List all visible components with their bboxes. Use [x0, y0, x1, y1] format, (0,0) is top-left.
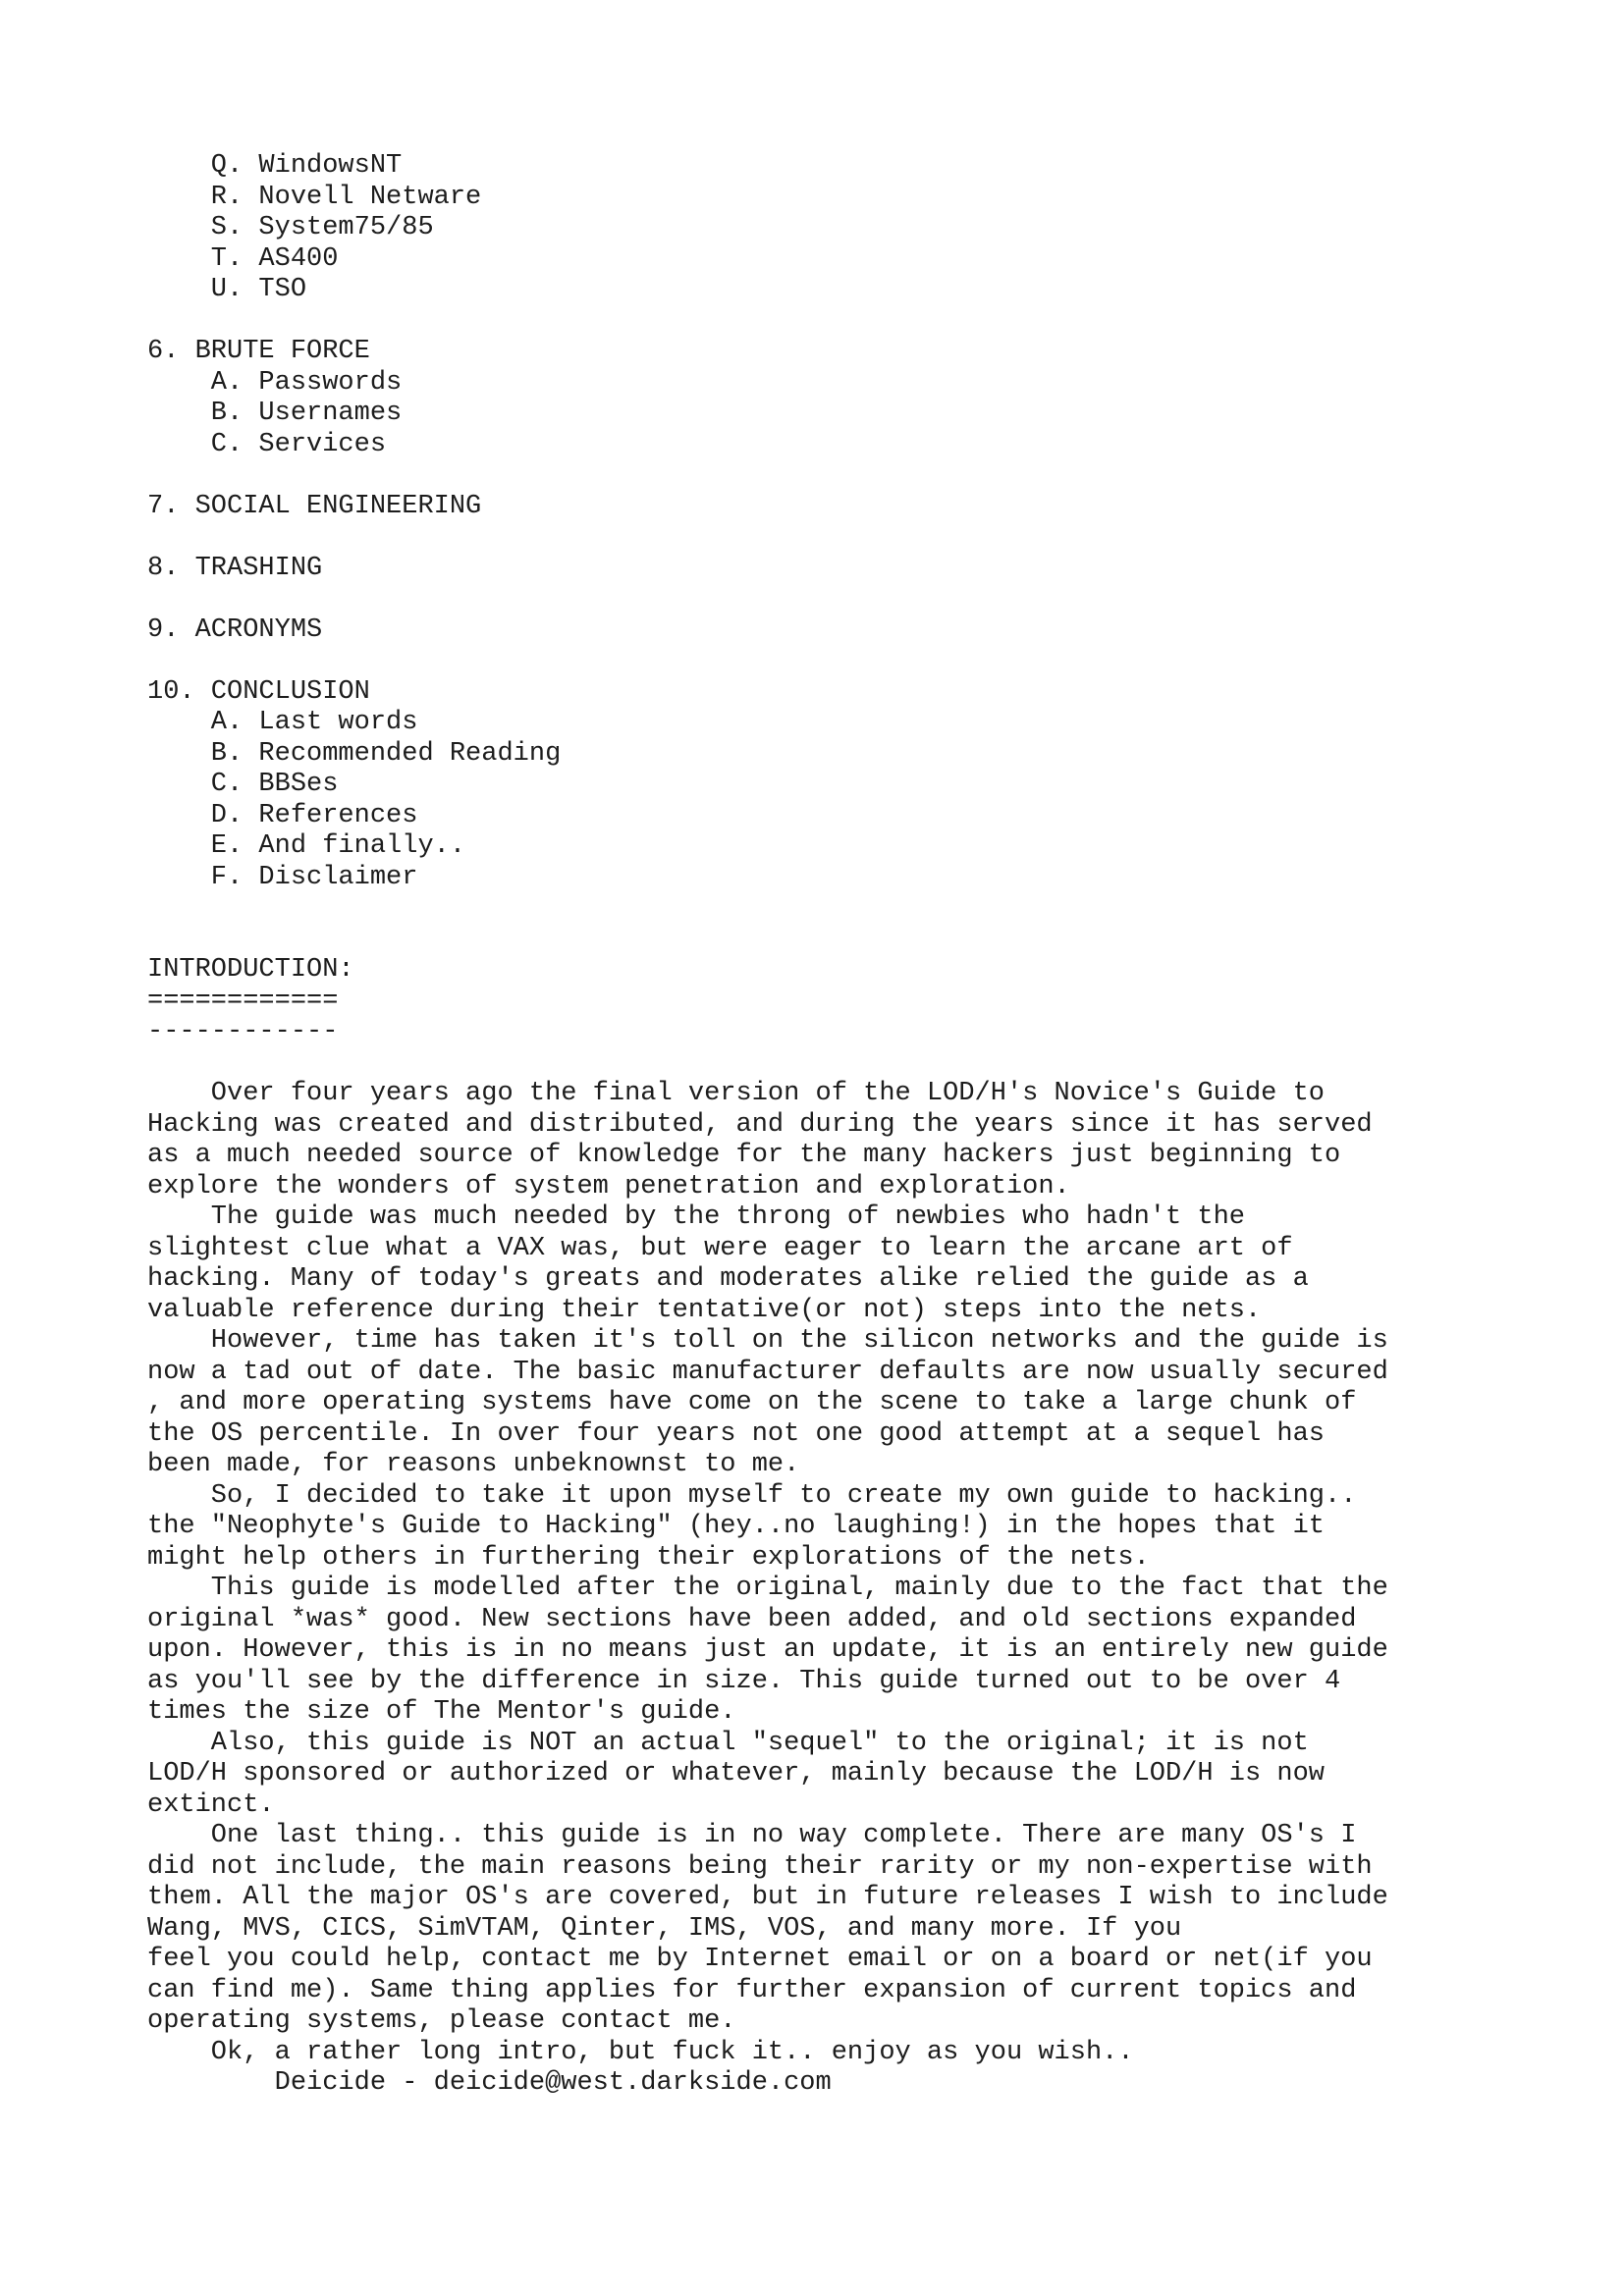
text-line-toc-operating-systems-continued: U. TSO: [147, 275, 307, 304]
text-line-intro-signoff: Deicide - deicide@west.darkside.com: [147, 2068, 832, 2098]
text-line-intro-paragraph-4: might help others in furthering their explorations of the nets.: [147, 1542, 1150, 1573]
text-line-toc-section-10-conclusion: 10. CONCLUSION: [147, 676, 370, 707]
text-line-toc-section-10-conclusion: B. Recommended Reading: [147, 738, 562, 769]
text-line-intro-paragraph-5: original *was* good. New sections have been added, and old sections expanded: [147, 1604, 1357, 1634]
blank-line: [147, 1048, 1388, 1080]
blank-line: [147, 460, 1388, 492]
text-line-toc-section-6-brute-force: 6. BRUTE FORCE: [147, 337, 370, 366]
blank-line: [147, 893, 1388, 925]
text-line-introduction-heading: INTRODUCTION:: [147, 955, 354, 985]
text-line-introduction-heading: ============: [147, 986, 339, 1016]
text-line-toc-operating-systems-continued: Q. WindowsNT: [147, 151, 403, 181]
text-line-intro-paragraph-4: So, I decided to take it upon myself to create my own guide to hacking..: [147, 1480, 1357, 1511]
text-line-intro-paragraph-4: the "Neophyte's Guide to Hacking" (hey..no laughing!) in the hopes that it: [147, 1512, 1325, 1541]
text-line-intro-paragraph-6: Also, this guide is NOT an actual "sequel" to the original; it is not: [147, 1728, 1309, 1758]
text-line-intro-paragraph-1: as a much needed source of knowledge for the many hackers just beginning to: [147, 1141, 1341, 1170]
text-line-intro-paragraph-5: upon. However, this is in no means just an update, it is an entirely new guide: [147, 1635, 1388, 1665]
text-line-intro-paragraph-5: This guide is modelled after the original, mainly due to the fact that the: [147, 1574, 1388, 1603]
blank-line: [147, 306, 1388, 338]
blank-line: [147, 584, 1388, 615]
text-line-intro-paragraph-7: can find me). Same thing applies for further expansion of current topics and: [147, 1975, 1357, 2005]
text-line-intro-paragraph-2: valuable reference during their tentative(or not) steps into the nets.: [147, 1295, 1262, 1325]
blank-line: [147, 522, 1388, 554]
text-line-toc-section-6-brute-force: B. Usernames: [147, 399, 403, 428]
text-line-toc-operating-systems-continued: S. System75/85: [147, 213, 434, 242]
text-line-intro-paragraph-3: However, time has taken it's toll on the silicon networks and the guide is: [147, 1326, 1388, 1356]
text-line-intro-paragraph-7: operating systems, please contact me.: [147, 2006, 736, 2036]
blank-line: [147, 646, 1388, 677]
blank-line: [147, 925, 1388, 956]
text-line-toc-section-6-brute-force: A. Passwords: [147, 367, 403, 398]
text-line-intro-paragraph-3: been made, for reasons unbeknownst to me.: [147, 1450, 800, 1479]
text-line-intro-paragraph-3: , and more operating systems have come on the scene to take a large chunk of: [147, 1388, 1357, 1417]
text-line-intro-paragraph-7: feel you could help, contact me by Internet email or on a board or net(if you: [147, 1945, 1373, 1974]
text-line-intro-paragraph-3: now a tad out of date. The basic manufacturer defaults are now usually secured: [147, 1357, 1388, 1387]
text-line-introduction-heading: ------------: [147, 1017, 339, 1046]
text-line-intro-paragraph-6: extinct.: [147, 1789, 275, 1820]
text-line-toc-section-6-brute-force: C. Services: [147, 429, 387, 459]
text-line-toc-section-7-social-engineering: 7. SOCIAL ENGINEERING: [147, 491, 482, 521]
text-line-toc-section-10-conclusion: D. References: [147, 800, 418, 830]
text-line-toc-operating-systems-continued: T. AS400: [147, 243, 339, 274]
text-line-intro-signoff: Ok, a rather long intro, but fuck it.. enjoy as you wish..: [147, 2037, 1134, 2067]
text-line-intro-paragraph-7: Wang, MVS, CICS, SimVTAM, Qinter, IMS, VOS, and many more. If you: [147, 1913, 1182, 1944]
text-line-toc-section-9-acronyms: 9. ACRONYMS: [147, 614, 323, 645]
text-line-intro-paragraph-1: explore the wonders of system penetration and exploration.: [147, 1171, 1070, 1201]
text-line-intro-paragraph-7: One last thing.. this guide is in no way complete. There are many OS's I: [147, 1821, 1357, 1850]
text-line-intro-paragraph-5: times the size of The Mentor's guide.: [147, 1697, 736, 1727]
text-line-intro-paragraph-3: the OS percentile. In over four years not one good attempt at a sequel has: [147, 1418, 1325, 1449]
text-line-intro-paragraph-1: Over four years ago the final version of the LOD/H's Novice's Guide to: [147, 1079, 1325, 1108]
text-line-toc-section-8-trashing: 8. TRASHING: [147, 553, 323, 583]
text-line-intro-paragraph-7: did not include, the main reasons being their rarity or my non-expertise with: [147, 1851, 1373, 1882]
text-line-intro-paragraph-2: slightest clue what a VAX was, but were eager to learn the arcane art of: [147, 1233, 1293, 1263]
text-line-toc-section-10-conclusion: C. BBSes: [147, 770, 339, 799]
text-line-toc-operating-systems-continued: R. Novell Netware: [147, 182, 482, 212]
text-line-intro-paragraph-2: The guide was much needed by the throng of newbies who hadn't the: [147, 1202, 1245, 1232]
text-line-toc-section-10-conclusion: E. And finally..: [147, 831, 466, 861]
text-line-intro-paragraph-6: LOD/H sponsored or authorized or whatever, mainly because the LOD/H is now: [147, 1759, 1325, 1789]
text-line-intro-paragraph-2: hacking. Many of today's greats and moderates alike relied the guide as a: [147, 1264, 1309, 1294]
text-line-intro-paragraph-5: as you'll see by the difference in size. This guide turned out to be over 4: [147, 1666, 1341, 1696]
text-line-intro-paragraph-7: them. All the major OS's are covered, but in future releases I wish to include: [147, 1883, 1388, 1912]
text-line-intro-paragraph-1: Hacking was created and distributed, and during the years since it has served: [147, 1109, 1373, 1140]
text-line-toc-section-10-conclusion: A. Last words: [147, 708, 418, 737]
text-line-toc-section-10-conclusion: F. Disclaimer: [147, 862, 418, 892]
document-text: [147, 151, 1388, 2100]
